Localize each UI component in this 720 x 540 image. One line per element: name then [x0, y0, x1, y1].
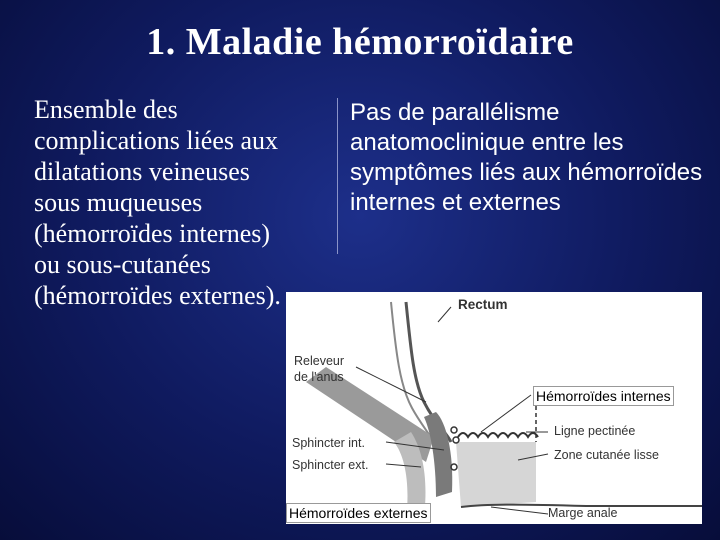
anatomy-diagram	[286, 292, 702, 524]
anatomy-illustration	[286, 292, 702, 524]
label-marge-anale: Marge anale	[548, 506, 618, 520]
anal-canal-region	[456, 442, 536, 507]
column-divider	[337, 98, 338, 254]
definition-text: Ensemble des complications liées aux dilatations veineuses sous muqueuses (hémorroïdes internes) ou sous-cutanées (hémorroïdes externes).	[34, 95, 281, 310]
label-sphincter-ext: Sphincter ext.	[292, 458, 369, 472]
note-text: Pas de parallélisme anatomoclinique entre les symptômes liés aux hémorroïdes internes et externes	[350, 99, 703, 216]
label-rectum: Rectum	[458, 297, 508, 312]
callout-hemorroides-externes: Hémorroïdes externes	[286, 503, 431, 523]
label-sphincter-int: Sphincter int.	[292, 436, 365, 450]
slide-title: 1. Maladie hémorroïdaire	[146, 21, 574, 63]
callout-hemorroides-internes: Hémorroïdes internes	[533, 386, 674, 406]
pectinate-line	[458, 433, 538, 437]
label-releveur-line2: de l'anus	[294, 370, 344, 384]
label-ligne-pectinee: Ligne pectinée	[554, 424, 636, 438]
label-zone-cutanee: Zone cutanée lisse	[554, 448, 659, 462]
label-releveur-line1: Releveur	[294, 354, 345, 368]
